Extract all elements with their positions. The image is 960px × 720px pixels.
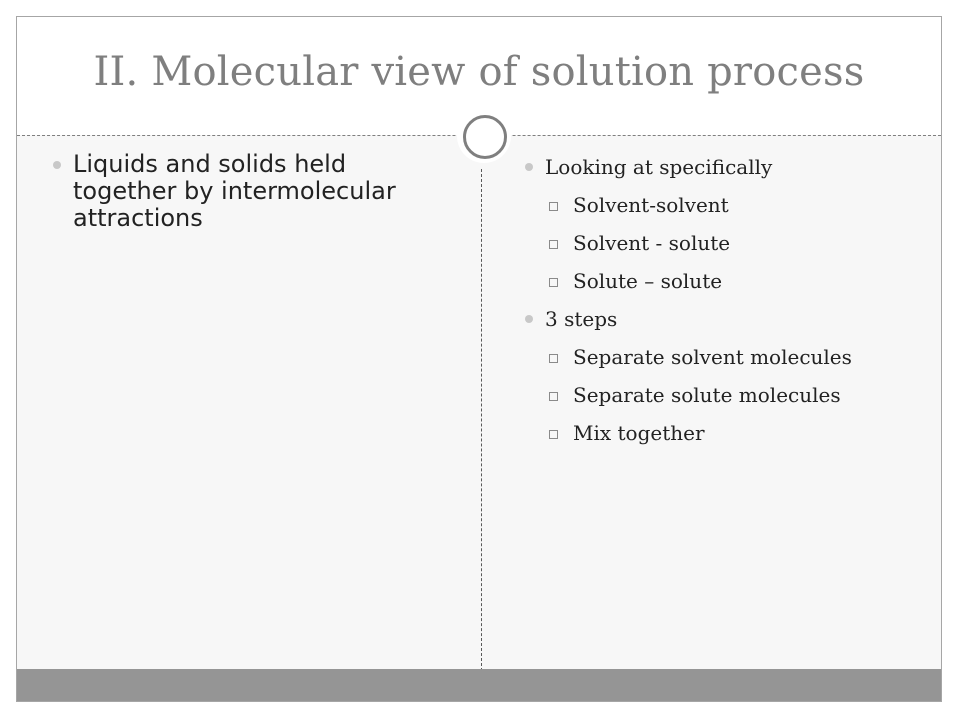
square-bullet-icon [549, 202, 558, 211]
list-item [525, 307, 935, 331]
bullet-dot-icon [525, 163, 533, 171]
slide-title: II. Molecular view of solution process [93, 49, 865, 95]
list-item [525, 269, 935, 293]
ring-icon [463, 115, 507, 159]
list-item [525, 231, 935, 255]
list-item [525, 421, 935, 445]
column-divider [481, 169, 482, 671]
right-content [525, 155, 935, 459]
list-item [525, 345, 935, 369]
list-item-text: Looking at specifically [545, 155, 773, 179]
list-item [525, 155, 935, 179]
square-bullet-icon [549, 392, 558, 401]
square-bullet-icon [549, 430, 558, 439]
list-item [53, 151, 453, 232]
list-item-text: Solvent - solute [573, 231, 731, 255]
list-item-text: 3 steps [545, 307, 618, 331]
list-item-text: Separate solvent molecules [573, 345, 852, 369]
left-content [53, 151, 453, 232]
list-item [525, 193, 935, 217]
footer-bar [17, 669, 941, 701]
list-item-text: Solute – solute [573, 269, 723, 293]
bullet-dot-icon [53, 161, 61, 169]
list-item-text: Separate solute molecules [573, 383, 841, 407]
list-item-text: Mix together [573, 421, 705, 445]
square-bullet-icon [549, 240, 558, 249]
list-item-text: Solvent-solvent [573, 193, 729, 217]
list-item [525, 383, 935, 407]
circle-ornament-icon [457, 109, 511, 163]
list-item-text: Liquids and solids held together by intermolecular attractions [73, 150, 396, 232]
bullet-dot-icon [525, 315, 533, 323]
square-bullet-icon [549, 354, 558, 363]
square-bullet-icon [549, 278, 558, 287]
slide [16, 16, 942, 702]
